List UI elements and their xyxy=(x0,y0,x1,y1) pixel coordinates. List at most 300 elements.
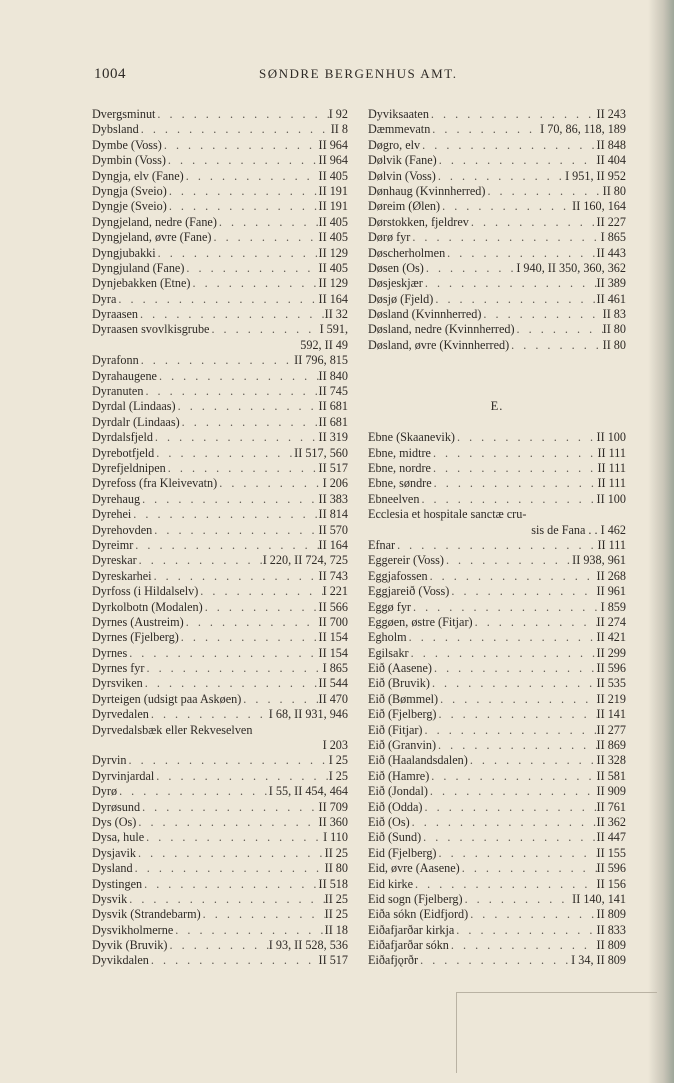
entry-reference: II 100 xyxy=(596,491,626,506)
index-entry xyxy=(368,938,626,953)
leader-dots xyxy=(167,199,319,214)
entry-name: Dyrefoss (fra Kleivevatn) xyxy=(92,476,218,491)
entry-reference: II 566 xyxy=(318,599,348,614)
entry-name: Dybsland xyxy=(92,122,139,137)
index-entry xyxy=(368,153,626,168)
index-entry xyxy=(368,230,626,245)
index-entry xyxy=(92,769,348,784)
index-entry xyxy=(92,600,348,615)
entry-name: Dysvikholmerne xyxy=(92,922,174,937)
entry-name: Dyngja, elv (Fane) xyxy=(92,168,184,183)
entry-reference: II 405 xyxy=(318,230,348,245)
leader-dots xyxy=(473,615,597,630)
entry-reference: II 570 xyxy=(318,522,348,537)
leader-dots xyxy=(139,122,331,137)
leader-dots xyxy=(131,507,318,522)
entry-reference: II 219 xyxy=(596,691,626,706)
index-entry xyxy=(92,199,348,214)
index-entry xyxy=(368,646,626,661)
index-entry xyxy=(92,446,348,461)
page-number: 1004 xyxy=(94,66,126,82)
entry-name: Dyrkolbotn (Modalen) xyxy=(92,599,203,614)
index-entry xyxy=(92,538,348,553)
entry-name: Dynjebakken (Etne) xyxy=(92,276,191,291)
entry-reference: II 938, 961 xyxy=(572,553,626,568)
index-entry xyxy=(92,184,348,199)
index-entry xyxy=(92,553,348,568)
leader-dots xyxy=(198,584,322,599)
leader-dots xyxy=(116,292,318,307)
index-entry xyxy=(368,307,626,322)
index-entry xyxy=(92,615,348,630)
leader-dots xyxy=(433,292,596,307)
index-entry xyxy=(92,630,348,645)
entry-reference: II 681 xyxy=(318,414,348,429)
entry-name: Eid sogn (Fjelberg) xyxy=(368,891,463,906)
leader-dots xyxy=(423,723,597,738)
entry-name: Efnar xyxy=(368,537,396,552)
index-entry xyxy=(368,569,626,584)
index-entry xyxy=(368,830,626,845)
entry-name: Døsland, øvre (Kvinnherred) xyxy=(368,337,510,352)
leader-dots xyxy=(117,784,269,799)
index-entry xyxy=(368,877,626,892)
leader-dots xyxy=(449,584,596,599)
entry-reference: II 681 xyxy=(318,399,348,414)
leader-dots xyxy=(166,153,319,168)
index-entry xyxy=(368,461,626,476)
index-entry xyxy=(92,723,348,738)
index-entry xyxy=(92,246,348,261)
index-entry xyxy=(92,430,348,445)
entry-name: Eggereir (Voss) xyxy=(368,553,444,568)
entry-name: Dyrøsund xyxy=(92,799,141,814)
entry-reference: II 389 xyxy=(596,276,626,291)
index-entry xyxy=(368,953,626,968)
leader-dots xyxy=(437,153,597,168)
blank-line xyxy=(368,353,626,368)
entry-reference: I 591, xyxy=(319,322,348,337)
entry-name: Eið (Os) xyxy=(368,814,410,829)
entry-name: Døreim (Ølen) xyxy=(368,199,441,214)
index-entry xyxy=(92,122,348,137)
leader-dots xyxy=(413,877,597,892)
entry-name: Dyngjuland (Fane) xyxy=(92,260,185,275)
entry-reference: II 461 xyxy=(596,291,626,306)
entry-name: Dørstokken, fjeldrev xyxy=(368,214,469,229)
index-entry xyxy=(92,322,348,337)
leader-dots xyxy=(432,661,597,676)
entry-name: Dyrnes (Austreim) xyxy=(92,614,184,629)
entry-name: Døsjø (Fjeld) xyxy=(368,291,434,306)
index-entry xyxy=(368,923,626,938)
entry-reference: I 951, II 952 xyxy=(565,168,626,183)
entry-name: Eið (Fjelberg) xyxy=(368,707,437,722)
index-entry xyxy=(92,676,348,691)
leader-dots xyxy=(154,446,294,461)
index-entry xyxy=(368,246,626,261)
index-entry xyxy=(368,492,626,507)
entry-name: Dølvik (Fane) xyxy=(368,153,437,168)
entry-reference: II 164 xyxy=(318,537,348,552)
leader-dots xyxy=(428,784,597,799)
index-entry xyxy=(92,153,348,168)
entry-reference: II 761 xyxy=(596,799,626,814)
entry-reference: II 80 xyxy=(602,322,626,337)
leader-dots xyxy=(184,261,318,276)
entry-reference: II 155 xyxy=(596,845,626,860)
leader-dots xyxy=(430,122,540,137)
index-entry xyxy=(92,800,348,815)
index-entry xyxy=(92,492,348,507)
leader-dots xyxy=(136,815,318,830)
index-entry xyxy=(368,261,626,276)
entry-name: Eið (Bømmel) xyxy=(368,691,439,706)
index-entry xyxy=(368,769,626,784)
leader-dots xyxy=(211,230,318,245)
leader-dots xyxy=(460,861,597,876)
entry-reference: II 191 xyxy=(318,199,348,214)
leader-dots xyxy=(444,553,572,568)
entry-name: Dyrvedalen xyxy=(92,707,149,722)
entry-reference: II 596 xyxy=(596,861,626,876)
entry-name: Dyreskar xyxy=(92,553,137,568)
leader-dots xyxy=(184,169,319,184)
index-entry xyxy=(92,646,348,661)
entry-name: Dyrvin xyxy=(92,753,127,768)
leader-dots xyxy=(144,661,322,676)
leader-dots xyxy=(455,430,597,445)
index-entry xyxy=(368,630,626,645)
entry-name: Ebne, midtre xyxy=(368,445,431,460)
entry-name: Dyrvinjardal xyxy=(92,768,155,783)
leader-dots xyxy=(407,630,597,645)
leader-dots xyxy=(419,492,596,507)
index-entry xyxy=(92,707,348,722)
entry-reference: II 421 xyxy=(596,630,626,645)
blank-line xyxy=(368,384,626,399)
entry-reference: II 160, 164 xyxy=(572,199,626,214)
entry-reference: II 191 xyxy=(318,183,348,198)
entry-name: Dørø fyr xyxy=(368,230,411,245)
entry-reference: II 517 xyxy=(318,460,348,475)
leader-dots xyxy=(430,676,597,691)
entry-reference: II 383 xyxy=(318,491,348,506)
index-entry xyxy=(368,507,626,522)
entry-reference: I 206 xyxy=(322,476,348,491)
entry-reference: I 110 xyxy=(323,830,348,845)
entry-name: Dyraasen xyxy=(92,307,139,322)
entry-name: Eggø fyr xyxy=(368,599,411,614)
entry-reference: I 865 xyxy=(600,230,626,245)
index-entry xyxy=(368,846,626,861)
index-entry xyxy=(368,538,626,553)
entry-name: Dyranuten xyxy=(92,384,144,399)
entry-reference: II 18 xyxy=(324,922,348,937)
leader-dots xyxy=(180,415,319,430)
entry-reference: II 25 xyxy=(324,891,348,906)
entry-reference: II 809 xyxy=(596,907,626,922)
entry-reference: I 34, II 809 xyxy=(571,953,626,968)
entry-name: Dyviksaaten xyxy=(368,107,429,121)
entry-reference: II 964 xyxy=(318,153,348,168)
index-entry xyxy=(368,338,626,353)
leader-dots xyxy=(201,907,325,922)
entry-name: Eid kirke xyxy=(368,876,414,891)
entry-name: Eið (Sund) xyxy=(368,830,422,845)
entry-reference: II 405 xyxy=(318,214,348,229)
leader-dots xyxy=(481,307,602,322)
entry-name: Dysa, hule xyxy=(92,830,145,845)
entry-reference: II 869 xyxy=(596,738,626,753)
leader-dots xyxy=(515,322,603,337)
leader-dots xyxy=(428,569,597,584)
leader-dots xyxy=(217,476,322,491)
entry-reference: II 80 xyxy=(602,183,626,198)
index-entry xyxy=(368,723,626,738)
leader-dots xyxy=(149,953,319,968)
entry-name: Egilsakr xyxy=(368,645,409,660)
leader-dots xyxy=(156,246,319,261)
index-entry xyxy=(368,476,626,491)
entry-reference: II 848 xyxy=(596,137,626,152)
entry-name: Dyrehaug xyxy=(92,491,141,506)
index-entry xyxy=(368,122,626,137)
entry-name: Eið (Aasene) xyxy=(368,661,432,676)
leader-dots xyxy=(217,215,319,230)
entry-name: Egholm xyxy=(368,630,407,645)
entry-name: Dyrø xyxy=(92,784,118,799)
leader-dots xyxy=(149,707,269,722)
index-entry xyxy=(368,707,626,722)
entry-name: Dyrebotfjeld xyxy=(92,445,155,460)
entry-reference: II 154 xyxy=(318,645,348,660)
entry-reference: II 405 xyxy=(318,260,348,275)
leader-dots xyxy=(173,923,324,938)
entry-name: Dyrefjeldnipen xyxy=(92,460,166,475)
entry-reference: II 140, 141 xyxy=(572,891,626,906)
leader-dots xyxy=(449,938,597,953)
entry-name: Ecclesia et hospitale sanctæ cru- xyxy=(368,507,527,522)
entry-reference: II 111 xyxy=(597,460,626,475)
leader-dots xyxy=(423,800,597,815)
entry-reference: I 221 xyxy=(322,584,348,599)
leader-dots xyxy=(176,399,319,414)
entry-name: Eið (Hamre) xyxy=(368,768,430,783)
entry-name: Dyrehovden xyxy=(92,522,153,537)
entry-name: Dyrdalr (Lindaas) xyxy=(92,414,180,429)
index-entry xyxy=(368,892,626,907)
entry-name: Dyrteigen (udsigt paa Askøen) xyxy=(92,691,242,706)
entry-reference: II 80 xyxy=(602,337,626,352)
index-entry xyxy=(368,907,626,922)
index-entry xyxy=(92,261,348,276)
entry-name: Dyrnes xyxy=(92,645,128,660)
leader-dots xyxy=(431,461,598,476)
index-entry xyxy=(92,276,348,291)
entry-name: Dyrfoss (i Hildalselv) xyxy=(92,584,199,599)
index-entry xyxy=(368,107,626,122)
leader-dots xyxy=(429,107,597,122)
leader-dots xyxy=(431,446,598,461)
index-entry xyxy=(92,169,348,184)
entry-name: Døgro, elv xyxy=(368,137,421,152)
leader-dots xyxy=(142,877,318,892)
leader-dots xyxy=(468,907,596,922)
entry-name: Dysjavik xyxy=(92,845,137,860)
index-entry xyxy=(368,661,626,676)
entry-reference: II 299 xyxy=(596,645,626,660)
index-entry xyxy=(92,907,348,922)
entry-name: Eid (Fjelberg) xyxy=(368,845,437,860)
index-entry xyxy=(92,215,348,230)
index-entry xyxy=(368,276,626,291)
leader-dots xyxy=(140,800,318,815)
entry-name: Ebneelven xyxy=(368,491,420,506)
entry-reference: I 92 xyxy=(328,107,348,121)
index-entry xyxy=(368,184,626,199)
entry-reference: II 328 xyxy=(596,753,626,768)
entry-name: Eið (Jondal) xyxy=(368,784,428,799)
index-entry xyxy=(368,753,626,768)
entry-reference: II 581 xyxy=(596,768,626,783)
entry-name: Eid, øvre (Aasene) xyxy=(368,861,460,876)
leader-dots xyxy=(184,615,319,630)
entry-reference: II 814 xyxy=(318,507,348,522)
entry-name: Dønhaug (Kvinnherred) xyxy=(368,183,486,198)
entry-continuation: 592, II 49 xyxy=(300,337,348,352)
leader-dots xyxy=(127,892,324,907)
entry-name: Døsen (Os) xyxy=(368,260,424,275)
entry-name: Dystingen xyxy=(92,876,143,891)
index-entry xyxy=(368,584,626,599)
entry-name: Dyrnes (Fjelberg) xyxy=(92,630,179,645)
index-entry xyxy=(368,553,626,568)
entry-name: Dølvin (Voss) xyxy=(368,168,436,183)
entry-reference: I 70, 86, 118, 189 xyxy=(540,122,626,137)
entry-name: Eið (Fitjar) xyxy=(368,722,423,737)
entry-reference: II 268 xyxy=(596,568,626,583)
entry-name: Dyngja (Sveio) xyxy=(92,183,167,198)
leader-dots xyxy=(432,476,598,491)
entry-continuation: I 203 xyxy=(322,738,348,753)
entry-reference: I 940, II 350, 360, 362 xyxy=(516,260,626,275)
index-entry xyxy=(92,461,348,476)
entry-reference: II 517 xyxy=(318,953,348,968)
running-title: SØNDRE BERGENHUS AMT. xyxy=(259,66,458,81)
index-entry xyxy=(92,107,348,122)
index-entry xyxy=(92,307,348,322)
entry-name: Dyrafonn xyxy=(92,353,139,368)
entry-reference: II 25 xyxy=(324,845,348,860)
entry-name: Ebne, søndre xyxy=(368,476,432,491)
entry-reference: II 111 xyxy=(597,445,626,460)
leader-dots xyxy=(410,230,600,245)
entry-name: Dyngje (Sveio) xyxy=(92,199,167,214)
index-entry xyxy=(92,230,348,245)
entry-name: Dyrdal (Lindaas) xyxy=(92,399,176,414)
leader-dots xyxy=(153,430,319,445)
entry-name: Dyraasen svovlkisgrube xyxy=(92,322,210,337)
entry-name: Eið (Bruvik) xyxy=(368,676,430,691)
entry-reference: II 154 xyxy=(318,630,348,645)
entry-name: Dyrahaugene xyxy=(92,368,157,383)
leader-dots xyxy=(155,107,328,122)
index-entry xyxy=(368,784,626,799)
index-entry xyxy=(92,892,348,907)
leader-dots xyxy=(152,523,318,538)
leader-dots xyxy=(140,492,318,507)
index-entry xyxy=(92,369,348,384)
leader-dots xyxy=(440,199,572,214)
leader-dots xyxy=(139,353,294,368)
entry-reference: II 360 xyxy=(318,814,348,829)
index-entry xyxy=(92,569,348,584)
entry-reference: II 8 xyxy=(330,122,348,137)
index-entry xyxy=(368,600,626,615)
entry-name: Døsland, nedre (Kvinnherred) xyxy=(368,322,515,337)
entry-name: Dysvik (Strandebarm) xyxy=(92,907,201,922)
entry-name: Eggjafossen xyxy=(368,568,428,583)
entry-name: Eggjareið (Voss) xyxy=(368,584,450,599)
leader-dots xyxy=(136,846,325,861)
index-entry xyxy=(92,815,348,830)
entry-reference: II 274 xyxy=(596,614,626,629)
entry-reference: II 243 xyxy=(596,107,626,121)
entry-reference: II 83 xyxy=(602,307,626,322)
entry-name: Eið (Odda) xyxy=(368,799,423,814)
entry-name: Dyngjeland, øvre (Fane) xyxy=(92,230,212,245)
leader-dots xyxy=(445,246,596,261)
index-entry xyxy=(92,692,348,707)
blank-line xyxy=(368,369,626,384)
entry-reference: II 129 xyxy=(318,276,348,291)
index-entry xyxy=(368,215,626,230)
leader-dots xyxy=(179,630,319,645)
index-entry xyxy=(92,415,348,430)
leader-dots xyxy=(421,830,596,845)
entry-name: Eiðafjarðar kirkja xyxy=(368,922,455,937)
leader-dots xyxy=(168,938,269,953)
leader-dots xyxy=(436,846,596,861)
entry-reference: II 796, 815 xyxy=(294,353,348,368)
entry-name: Dyngjeland, nedre (Fane) xyxy=(92,214,217,229)
entry-reference: I 68, II 931, 946 xyxy=(268,707,348,722)
index-entry xyxy=(92,846,348,861)
entry-reference: II 405 xyxy=(318,168,348,183)
entry-name: Dyra xyxy=(92,291,117,306)
page-header xyxy=(94,66,574,86)
entry-name: Eggøen, østre (Fitjar) xyxy=(368,614,473,629)
entry-reference: II 447 xyxy=(596,830,626,845)
leader-dots xyxy=(454,923,596,938)
index-entry xyxy=(368,861,626,876)
leader-dots xyxy=(485,184,602,199)
entry-reference: I 93, II 528, 536 xyxy=(268,938,348,953)
leader-dots xyxy=(143,384,318,399)
entry-reference: I 55, II 454, 464 xyxy=(268,784,348,799)
entry-reference: II 129 xyxy=(318,245,348,260)
leader-dots xyxy=(436,169,565,184)
leader-dots xyxy=(509,338,603,353)
entry-reference: I 859 xyxy=(600,599,626,614)
entry-name: Dyvikdalen xyxy=(92,953,149,968)
left-index-column xyxy=(92,107,348,969)
index-entry xyxy=(92,784,348,799)
index-entry xyxy=(92,661,348,676)
entry-name: Dyrdalsfjeld xyxy=(92,430,153,445)
leader-dots xyxy=(410,815,597,830)
